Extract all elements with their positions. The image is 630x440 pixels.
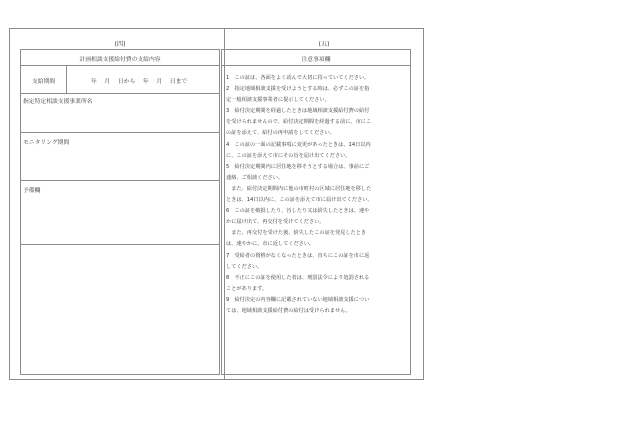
notes-list bbox=[226, 73, 408, 317]
benefit-content-table bbox=[20, 49, 220, 375]
note-line: ては、地域相談支援給付費の給付は受けられません。 bbox=[226, 307, 351, 314]
payment-period-value: 年 月 日から 年 月 日まで bbox=[91, 79, 188, 85]
note-line: ときは、14日以内に、この証を添えて市に届け出てください。 bbox=[226, 197, 373, 204]
note-line: 2 指定地域相談支援を受けようとする時は、必ずこの証を指 bbox=[226, 86, 370, 93]
note-line: 7 受給者の資格がなくなったときは、直ちにこの証を市に返 bbox=[226, 252, 370, 259]
left-panel-number: (四) bbox=[114, 41, 126, 48]
certificate-sheet bbox=[9, 28, 424, 380]
note-line: してください。 bbox=[226, 263, 263, 270]
monitoring-period-label: モニタリング期間 bbox=[23, 140, 70, 146]
note-line: 連絡、ご相談ください。 bbox=[226, 174, 284, 181]
note-line: 9 給付決定の内容欄に記載されていない地域相談支援につい bbox=[226, 296, 370, 303]
note-line: 1 この証は、各面をよく読んで大切に持っていてください。 bbox=[226, 75, 370, 81]
notes-table bbox=[221, 49, 411, 375]
payment-period-label: 支給期間 bbox=[32, 79, 56, 85]
note-line: の証を添えて、給付の再申請をしてください。 bbox=[226, 130, 335, 137]
note-line: に、この証を添えて市にその旨を届け出てください。 bbox=[226, 152, 351, 159]
note-line: 定一般相談支援事業者に提示してください。 bbox=[226, 97, 330, 104]
right-panel-number: (五) bbox=[318, 41, 330, 48]
note-line: は、速やかに、市に返してください。 bbox=[226, 241, 315, 248]
notes-header: 注意事項欄 bbox=[301, 57, 331, 63]
provider-name-label: 指定特定相談支援事業所名 bbox=[23, 99, 93, 105]
note-line: 8 不正にこの証を使用した者は、刑罰法令により処罰される bbox=[226, 274, 370, 281]
benefit-content-header: 計画相談支援給付費の支給内容 bbox=[79, 57, 161, 63]
note-line: ことがあります。 bbox=[226, 285, 268, 292]
note-line: を受けられませんので、給付決定期間を経過する前に、市にこ bbox=[226, 119, 372, 126]
note-line: また、給付決定期間内に他の市町村の区域に居住地を移した bbox=[226, 185, 372, 192]
note-line: 6 この証を破損したり、汚したり又は紛失したときは、速や bbox=[226, 208, 370, 215]
note-line: 3 給付決定期間を経過したときは地域相談支援給付費の給付 bbox=[226, 108, 370, 115]
reserve-field-label: 予備欄 bbox=[23, 188, 41, 194]
note-line: 5 給付決定期間内に居住地を移そうとする場合は、事前にご bbox=[226, 163, 370, 170]
note-line: かに届け出て、再交付を受けてください。 bbox=[226, 219, 325, 226]
note-line: 4 この証の一面の記載事項に変更があったときは、14日以内 bbox=[226, 141, 371, 148]
note-line: また、再交付を受けた後、紛失したこの証を発見したとき bbox=[226, 230, 367, 237]
